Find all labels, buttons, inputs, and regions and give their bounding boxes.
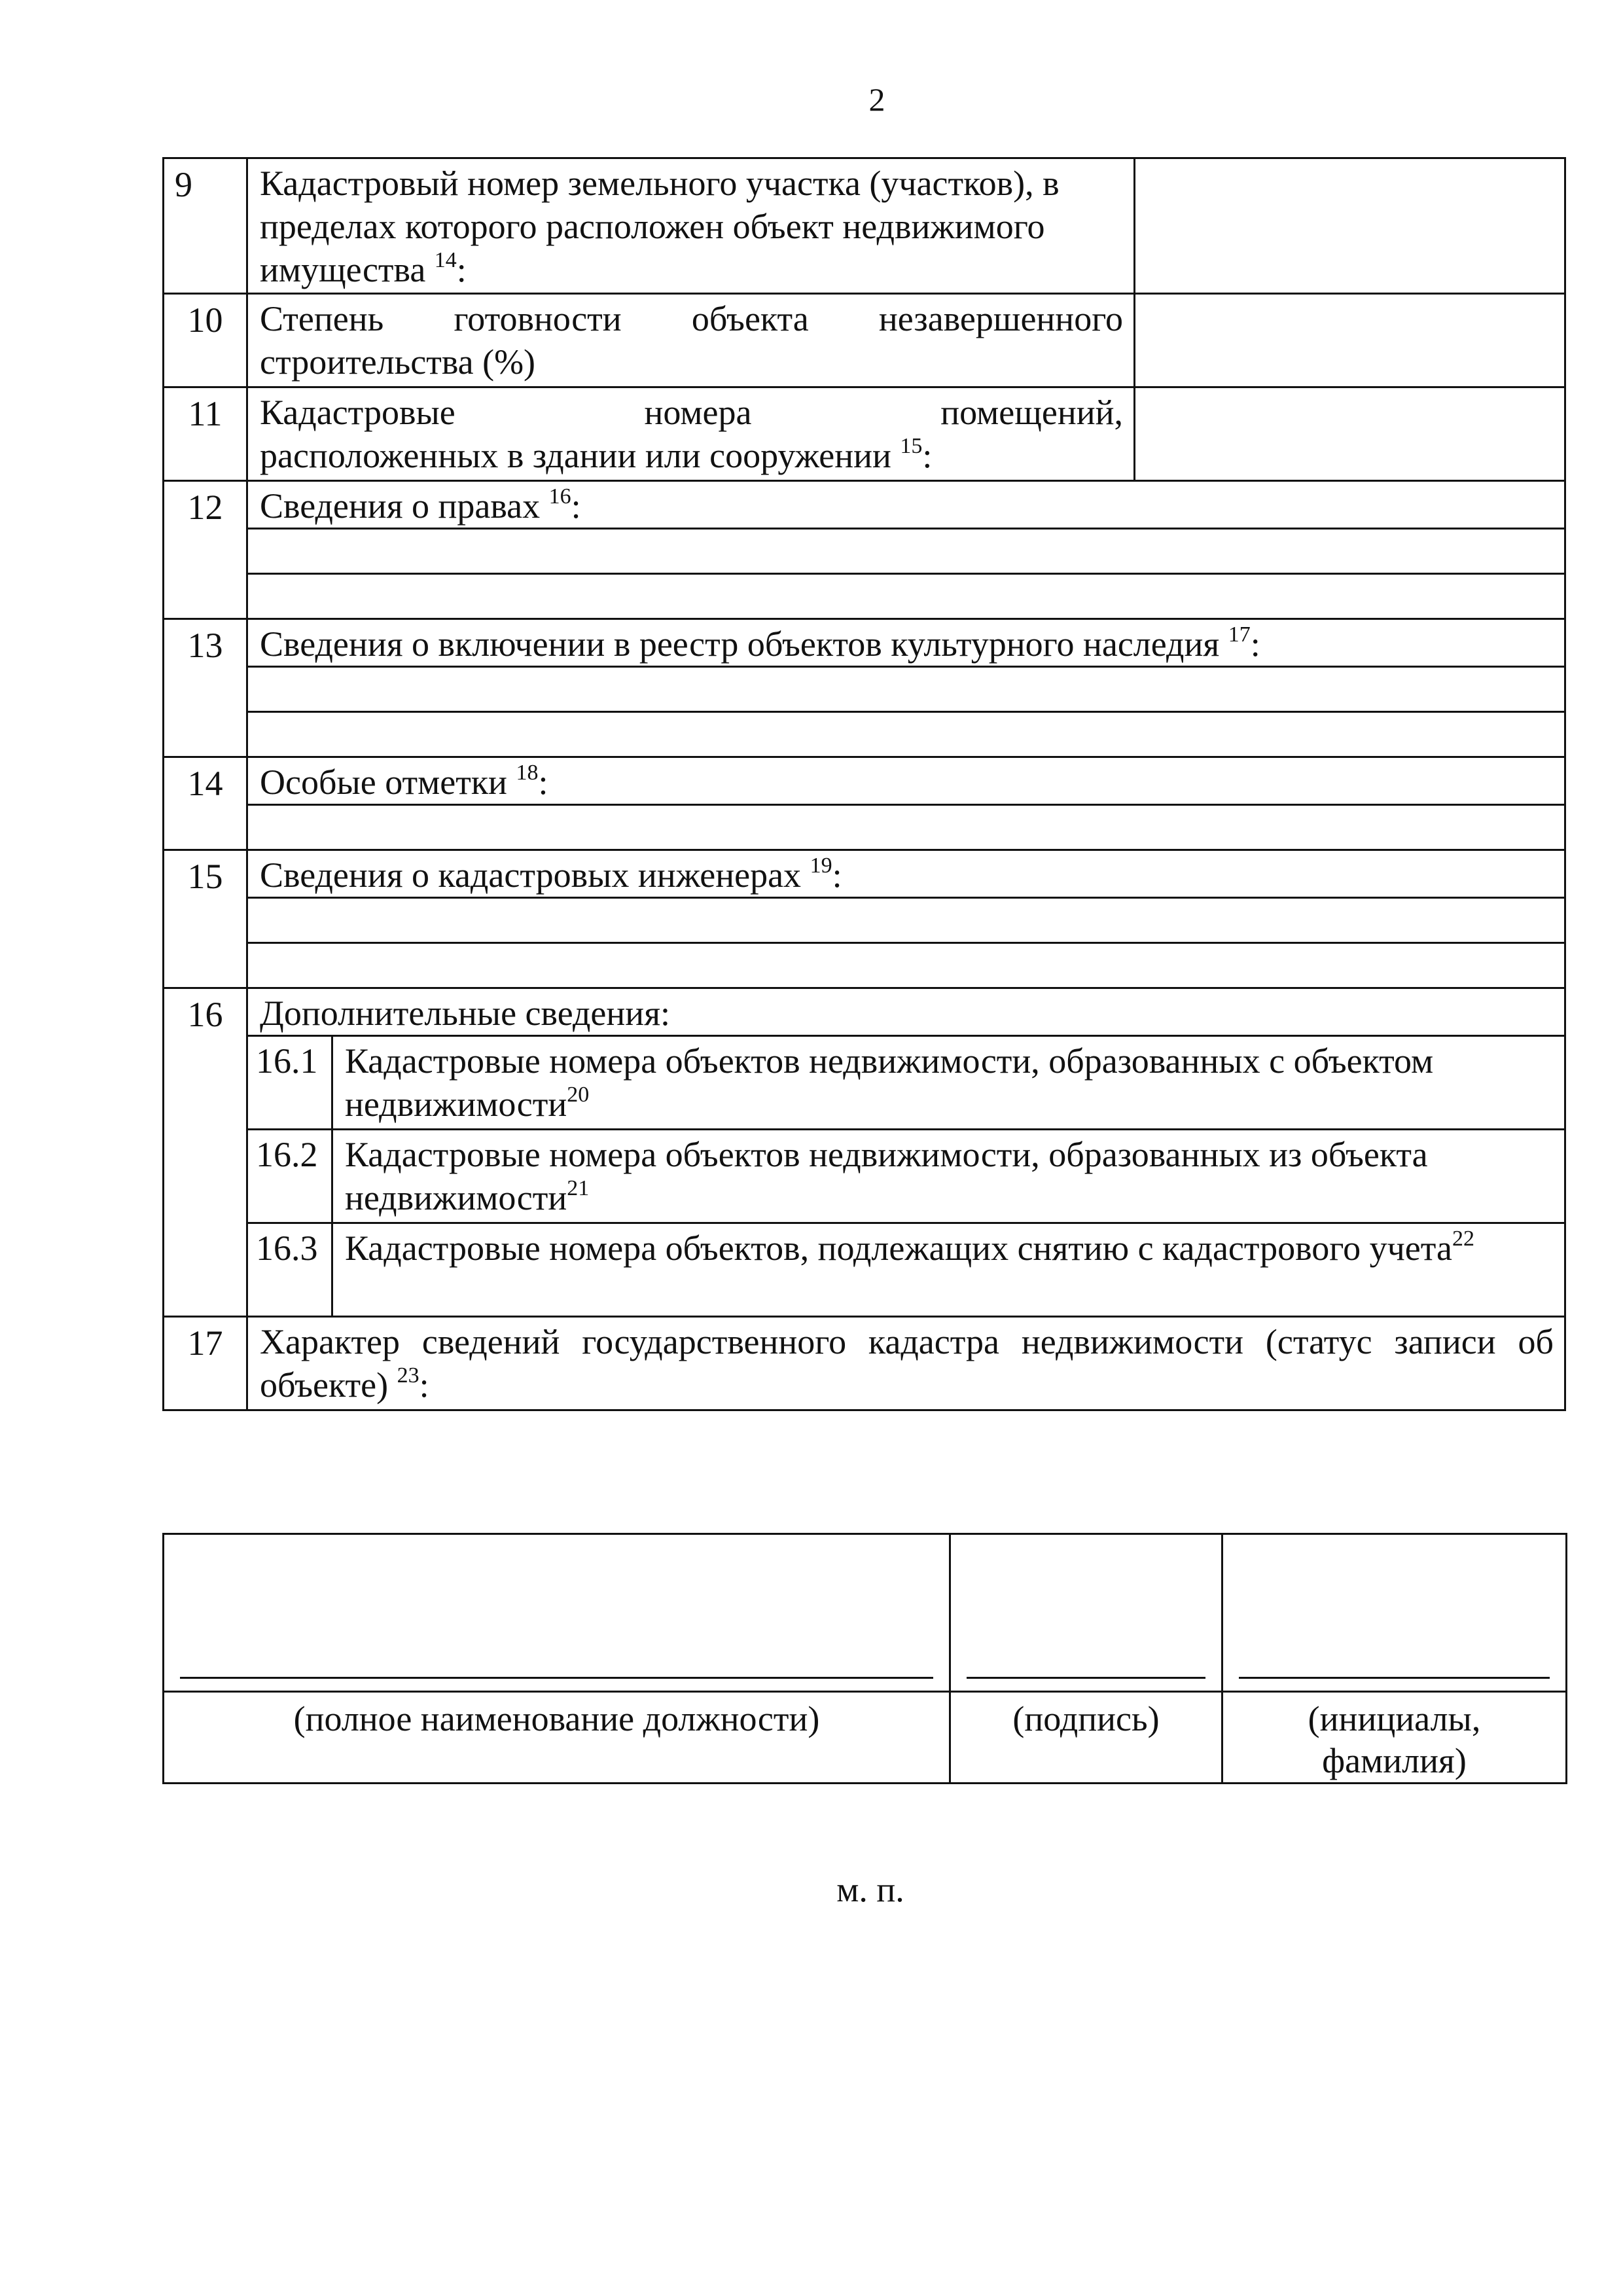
signature-caption: (подпись)	[950, 1692, 1222, 1784]
row-label-text: Сведения о включении в реестр объектов культурного наследия	[260, 624, 1220, 664]
sub-row-label-text: Кадастровые номера объектов недвижимости, образованных с объектом недвижимости	[345, 1041, 1434, 1124]
footnote-marker: 18	[516, 761, 539, 785]
row-number: 10	[164, 294, 247, 387]
row-label-line: расположенных в здании или сооружении	[260, 436, 891, 475]
label-suffix: :	[419, 1365, 429, 1405]
footnote-marker: 20	[567, 1083, 590, 1107]
row-16-3	[164, 1223, 1565, 1317]
row-11	[164, 387, 1565, 481]
row-number: 16	[164, 988, 247, 1317]
row-number: 13	[164, 619, 247, 757]
row-label-text: Сведения о кадастровых инженерах	[260, 855, 802, 895]
row-12	[164, 481, 1565, 529]
row-label	[247, 158, 1135, 294]
row-label: Дополнительные сведения:	[247, 988, 1565, 1036]
sub-row-label-text: Кадастровые номера объектов недвижимости, образованных из объекта недвижимости	[345, 1135, 1428, 1217]
row-14	[164, 757, 1565, 805]
position-line	[180, 1677, 933, 1679]
row-label	[247, 850, 1565, 898]
row-label-line: Кадастровые номера помещений,	[260, 393, 1124, 432]
row-number: 17	[164, 1317, 247, 1410]
sub-row-number: 16.2	[247, 1130, 332, 1223]
label-suffix: :	[456, 250, 467, 289]
signature-line	[967, 1677, 1205, 1679]
value-cell[interactable]	[1135, 387, 1565, 481]
row-label	[247, 294, 1135, 387]
sub-row-number: 16.1	[247, 1036, 332, 1130]
row-number: 12	[164, 481, 247, 619]
footnote-marker: 19	[810, 853, 832, 878]
cadastral-info-table	[162, 157, 1566, 1411]
entry-line[interactable]	[247, 805, 1565, 850]
label-suffix: :	[832, 855, 842, 895]
row-label-text: Кадастровый номер земельного участка (участков), в пределах которого расположен объект недвижимого имущества	[260, 164, 1060, 289]
sub-row-label-text: Кадастровые номера объектов, подлежащих снятию с кадастрового учета	[345, 1229, 1452, 1268]
footnote-marker: 22	[1452, 1227, 1474, 1251]
position-field[interactable]	[164, 1534, 950, 1692]
stamp-placeholder: м. п.	[836, 1870, 904, 1909]
label-suffix: :	[538, 762, 548, 802]
entry-line[interactable]	[247, 529, 1565, 574]
row-10	[164, 294, 1565, 387]
row-17	[164, 1317, 1565, 1410]
row-number: 9	[164, 158, 247, 294]
entry-line[interactable]	[247, 898, 1565, 943]
footnote-marker: 17	[1228, 622, 1251, 647]
row-number: 11	[164, 387, 247, 481]
signature-table	[162, 1533, 1567, 1784]
row-13	[164, 619, 1565, 667]
row-label-line: строительства (%)	[260, 342, 536, 382]
row-label	[247, 757, 1565, 805]
sub-row-label	[332, 1223, 1565, 1317]
entry-line[interactable]	[247, 712, 1565, 757]
row-label	[247, 387, 1135, 481]
sub-row-number: 16.3	[247, 1223, 332, 1317]
name-field[interactable]	[1222, 1534, 1567, 1692]
row-label-line: Степень готовности объекта незавершенного	[260, 299, 1124, 338]
value-cell[interactable]	[1135, 158, 1565, 294]
row-9	[164, 158, 1565, 294]
footnote-marker: 14	[434, 248, 457, 272]
entry-line[interactable]	[247, 574, 1565, 619]
footnote-marker: 16	[548, 484, 571, 509]
footnote-marker: 15	[900, 434, 923, 458]
row-label-text: Особые отметки	[260, 762, 507, 802]
name-line	[1239, 1677, 1550, 1679]
row-label-text: Характер сведений государственного кадастра недвижимости (статус записи об объекте)	[260, 1322, 1554, 1405]
label-suffix: :	[1250, 624, 1260, 664]
row-15	[164, 850, 1565, 898]
name-caption: (инициалы, фамилия)	[1222, 1692, 1567, 1784]
page-number: 2	[868, 81, 885, 118]
row-label	[247, 1317, 1565, 1410]
footnote-marker: 23	[397, 1363, 419, 1388]
label-suffix: :	[922, 436, 933, 475]
footnote-marker: 21	[567, 1176, 590, 1200]
position-caption: (полное наименование должности)	[164, 1692, 950, 1784]
row-number: 14	[164, 757, 247, 850]
signature-field[interactable]	[950, 1534, 1222, 1692]
row-label-text: Сведения о правах	[260, 486, 541, 526]
row-16-1	[164, 1036, 1565, 1130]
sub-row-label	[332, 1130, 1565, 1223]
entry-line[interactable]	[247, 943, 1565, 988]
row-16-2	[164, 1130, 1565, 1223]
label-suffix: :	[571, 486, 581, 526]
row-label	[247, 619, 1565, 667]
row-16	[164, 988, 1565, 1036]
sub-row-label	[332, 1036, 1565, 1130]
entry-line[interactable]	[247, 667, 1565, 712]
value-cell[interactable]	[1135, 294, 1565, 387]
row-number: 15	[164, 850, 247, 988]
row-label	[247, 481, 1565, 529]
